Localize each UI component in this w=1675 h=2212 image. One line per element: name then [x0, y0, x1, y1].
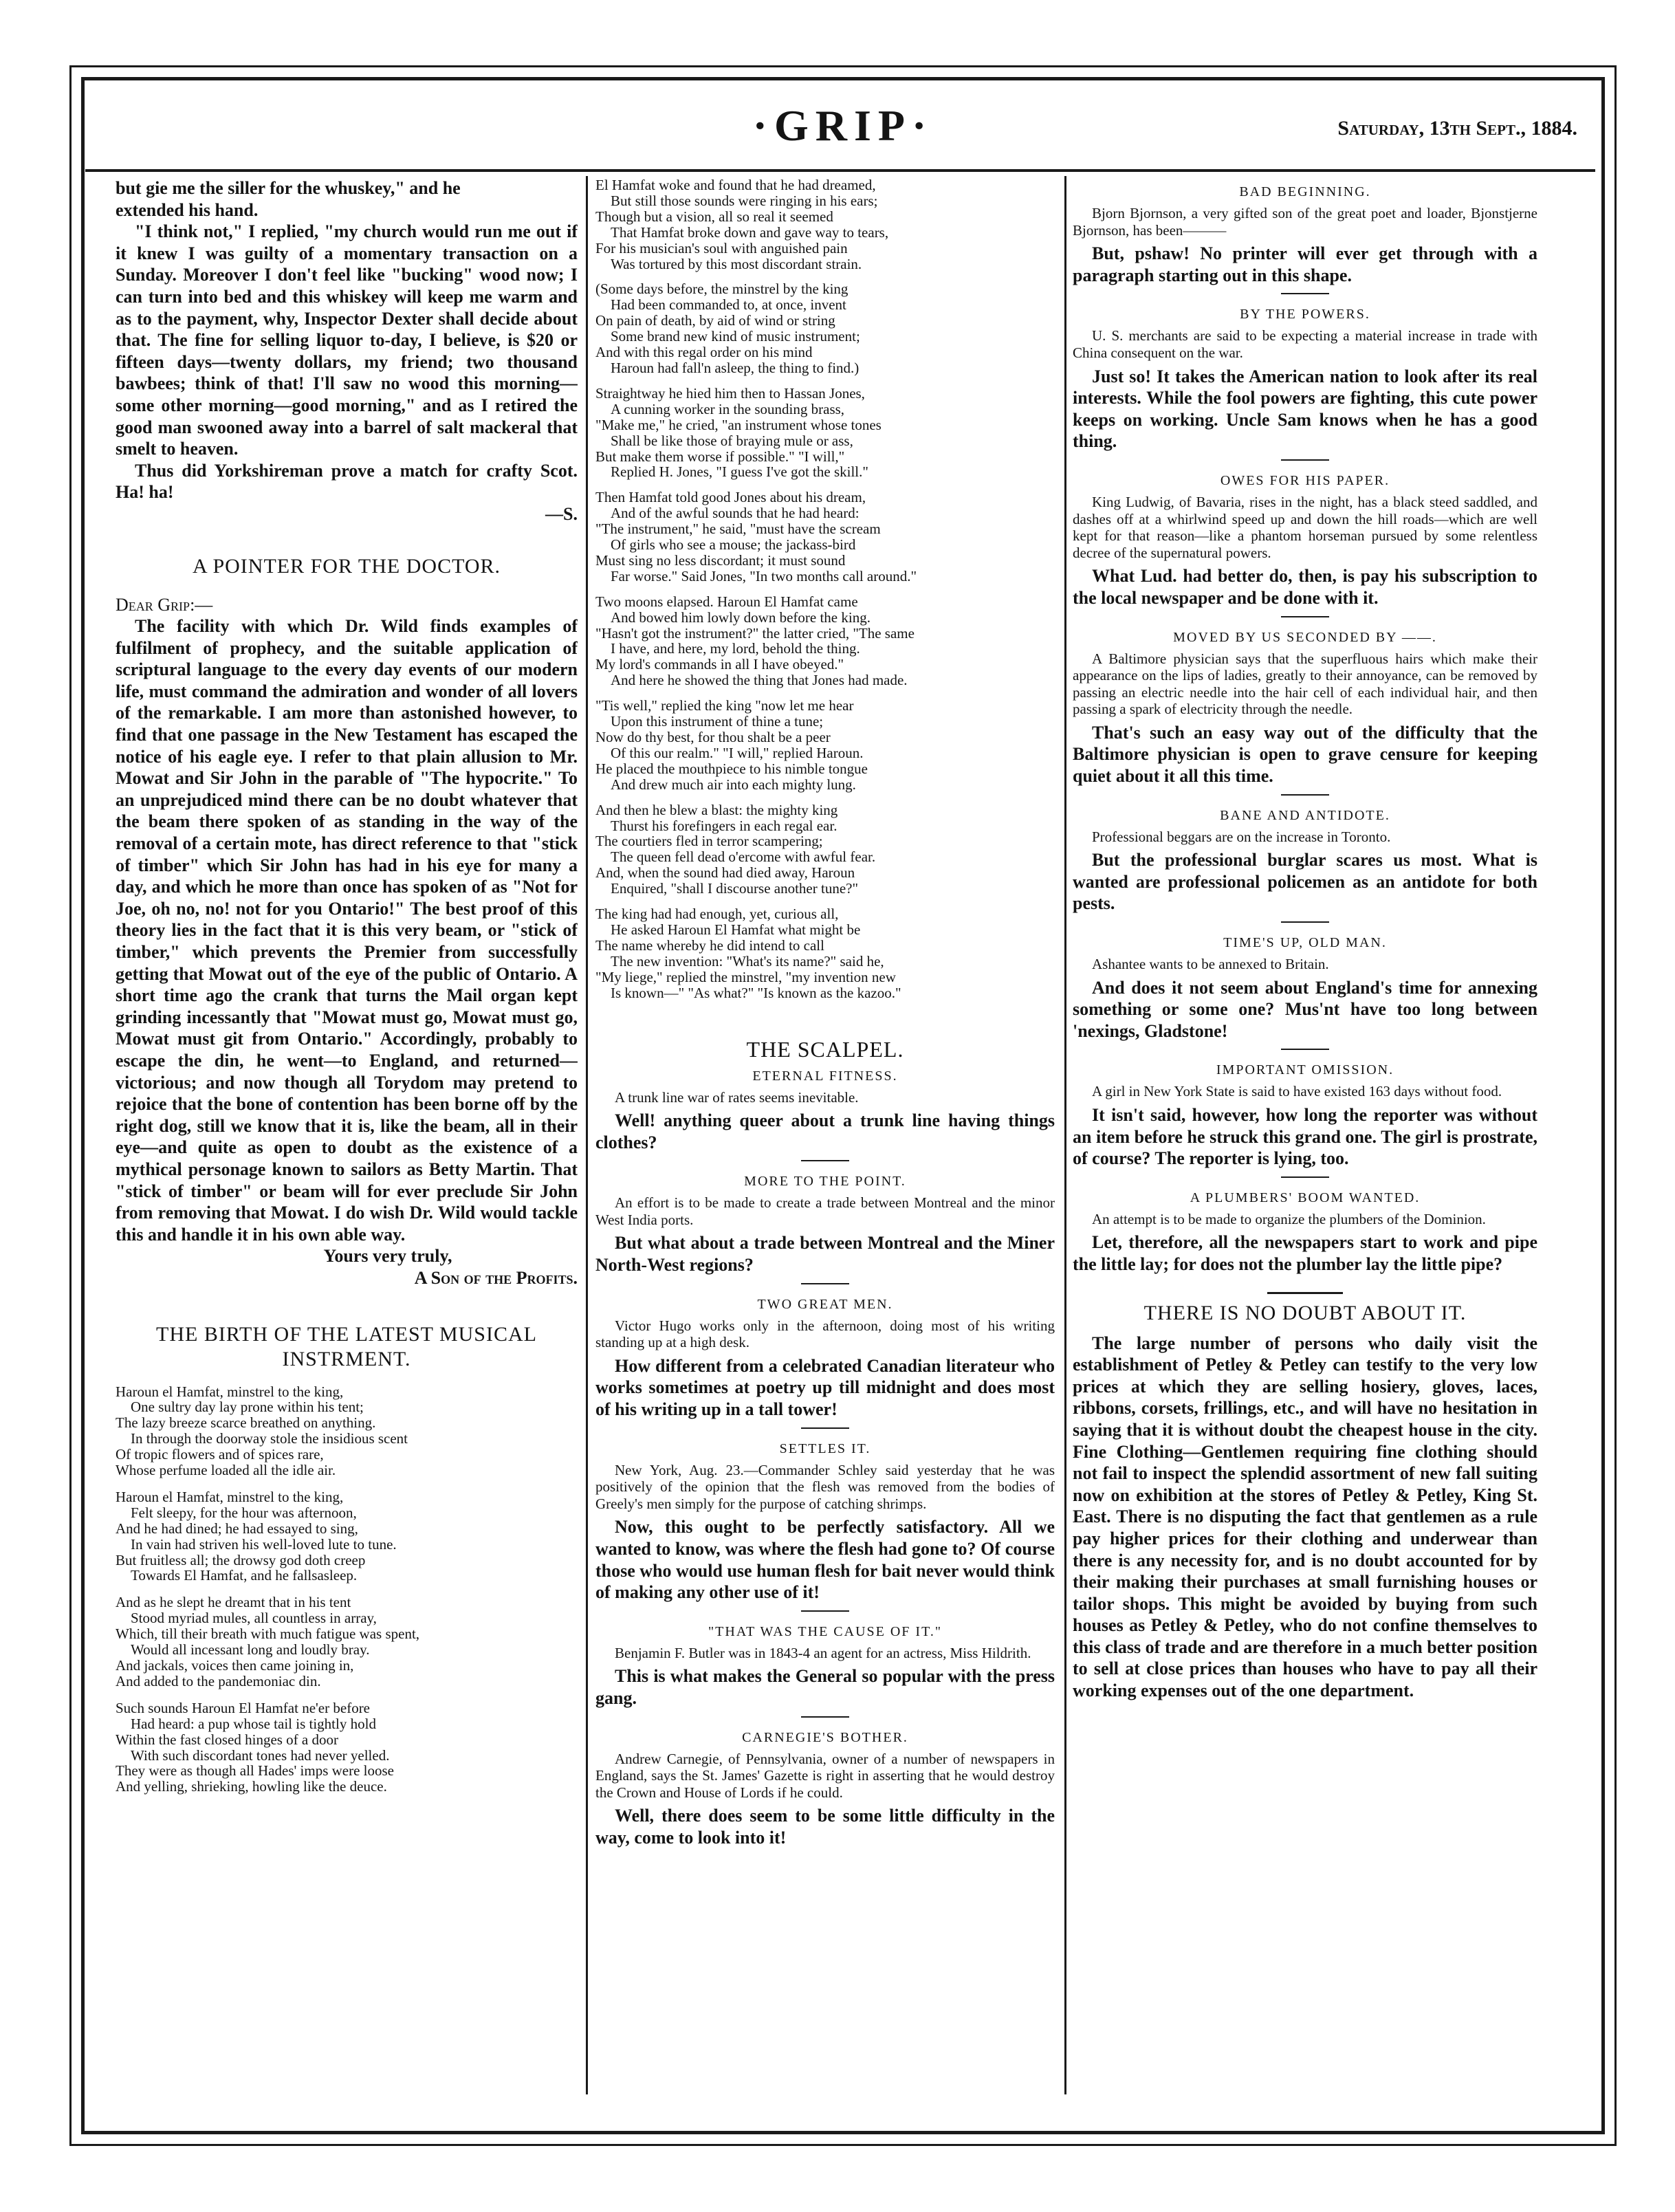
poem-line: Whose perfume loaded all the idle air.: [116, 1462, 336, 1479]
item-news: A girl in New York State is said to have existed 163 days without food.: [1092, 1083, 1502, 1100]
item-comment: But, pshaw! No printer will ever get through with a paragraph starting out in this shape.: [1073, 243, 1537, 285]
poem-line: He placed the mouthpiece to his nimble tongue: [595, 760, 868, 777]
pointer-closing: Yours very truly,: [323, 1246, 452, 1267]
masthead-rule: [85, 169, 1595, 172]
intro-ending: Thus did Yorkshireman prove a match for crafty Scot. Ha! ha!: [116, 460, 578, 503]
poem-line: Would all incessant long and loudly bray.: [131, 1641, 370, 1658]
poem-stanza: [595, 802, 1055, 897]
poem-line: "Make me," he cried, "an instrument whose tones: [595, 416, 882, 433]
item-heading: ETERNAL FITNESS.: [752, 1068, 898, 1084]
poem-line: Such sounds Haroun El Hamfat ne'er before: [116, 1699, 371, 1716]
item-rule: [801, 1160, 849, 1161]
poem-line: Haroun el Hamfat, minstrel to the king,: [116, 1488, 344, 1505]
news-item: [595, 1610, 1055, 1709]
item-news: Ashantee wants to be annexed to Britain.: [1092, 956, 1329, 973]
poem-line: "Tis well," replied the king "now let me hear: [595, 697, 854, 714]
poem-line: Is known—" "As what?" "Is known as the kazoo.": [611, 984, 901, 1001]
poem-stanza: [116, 1595, 578, 1689]
item-news: A trunk line war of rates seems inevitable.: [615, 1088, 859, 1106]
poem-line: Towards El Hamfat, and he fallsasleep.: [131, 1567, 358, 1584]
poem-line: My lord's commands in all I have obeyed.": [595, 656, 844, 673]
ad-heading: THERE IS NO DOUBT ABOUT IT.: [1143, 1301, 1467, 1324]
poem-line: And with this regal order on his mind: [595, 344, 813, 361]
poem-line: Of this our realm." "I will," replied Haroun.: [611, 744, 864, 761]
poem-line: In vain had striven his well-loved lute to tune.: [131, 1535, 397, 1553]
poem-stanza: [595, 490, 1055, 584]
item-rule: [1281, 459, 1329, 461]
poem-line: And here he showed the thing that Jones had made.: [611, 672, 908, 689]
poem-line: And he had dined; he had essayed to sing,: [116, 1520, 358, 1537]
poem-line: The queen fell dead o'ercome with awful fear.: [611, 848, 876, 866]
news-item: [1073, 293, 1537, 452]
item-comment: And does it not seem about England's time for annexing something or some one? Mus'nt have too long between 'nexings, Gladstone!: [1073, 977, 1537, 1041]
poem-stanza: [595, 281, 1055, 375]
poem-line: Had heard: a pup whose tail is tightly hold: [131, 1715, 376, 1732]
poem-line: And drew much air into each mighty lung.: [611, 776, 856, 793]
poem-line: Shall be like those of braying mule or ass,: [611, 432, 853, 449]
poem-line: They were as though all Hades' imps were loose: [116, 1762, 394, 1780]
poem-stanza: [116, 1700, 578, 1795]
poem-line: And jackals, voices then came joining in,: [116, 1657, 354, 1674]
poem-line: The courtiers fled in terror scampering;: [595, 833, 823, 850]
poem-line: But still those sounds were ringing in his ears;: [611, 192, 878, 209]
item-heading: MORE TO THE POINT.: [744, 1174, 906, 1190]
poem-line: Which, till their breath with much fatigue was spent,: [116, 1625, 420, 1643]
item-heading: BANE AND ANTIDOTE.: [1220, 807, 1390, 823]
birth-heading: THE BIRTH OF THE LATEST MUSICAL INSTRMENT.: [156, 1322, 537, 1370]
item-news: An effort is to be made to create a trade between Montreal and the minor West India ports.: [595, 1194, 1055, 1228]
poem-line: Straightway he hied him then to Hassan Jones,: [595, 384, 865, 402]
poem-line: Felt sleepy, for the hour was afternoon,: [131, 1504, 357, 1521]
poem-line: And added to the pandemoniac din.: [116, 1672, 321, 1689]
item-news: Andrew Carnegie, of Pennsylvania, owner of a number of newspapers in England, says the St. James' Gazette is right in asserting that he would destroy the Crown and House of Lords if he could.: [595, 1750, 1055, 1801]
item-comment: That's such an easy way out of the difficulty that the Baltimore physician is open to grave censure for keeping quiet about it all this time.: [1073, 722, 1537, 787]
poem-line: Was tortured by this most discordant strain.: [611, 255, 862, 272]
news-item: [1073, 183, 1537, 286]
item-heading: BY THE POWERS.: [1240, 307, 1370, 322]
item-heading: SETTLES IT.: [779, 1441, 871, 1456]
poem-line: For his musician's soul with anguished pain: [595, 239, 848, 256]
poem-line: Had been commanded to, at once, invent: [611, 296, 846, 314]
masthead-date: Saturday, 13th Sept., 1884.: [1337, 117, 1577, 140]
poem-stanza: [595, 698, 1055, 792]
poem-line: A cunning worker in the sounding brass,: [611, 400, 845, 417]
item-heading: A PLUMBERS' BOOM WANTED.: [1190, 1190, 1421, 1205]
poem-line: On pain of death, by aid of wind or string: [595, 312, 835, 329]
poem-line: Haroun had fall'n asleep, the thing to find.): [611, 359, 860, 376]
masthead: [81, 96, 1605, 162]
poem-line: "Hasn't got the instrument?" the latter cried, "The same: [595, 624, 915, 642]
poem-line: The name whereby he did intend to call: [595, 937, 824, 954]
poem-line: That Hamfat broke down and gave way to tears,: [611, 223, 889, 241]
poem-stanza: [595, 177, 1055, 272]
news-item: [595, 1427, 1055, 1603]
poem-line: The king had had enough, yet, curious all,: [595, 906, 839, 923]
poem-line: Replied H. Jones, "I guess I've got the skill.": [611, 463, 868, 481]
column-3: [1073, 177, 1537, 2082]
item-rule: [801, 1610, 849, 1612]
intro-signature: —S.: [545, 503, 578, 524]
paragraph-items: [1073, 183, 1537, 1275]
poem-line: In through the doorway stole the insidious scent: [131, 1430, 408, 1447]
poem-line: (Some days before, the minstrel by the king: [595, 281, 849, 298]
poem-line: And yelling, shrieking, howling like the deuce.: [116, 1778, 387, 1795]
scalpel-items: [595, 1067, 1055, 1849]
item-rule: [801, 1427, 849, 1429]
column-2: [595, 177, 1055, 2082]
column-1: [116, 177, 578, 2082]
scalpel-heading: THE SCALPEL.: [746, 1036, 904, 1062]
poem-continuation: [595, 177, 1055, 1001]
poem-line: And bowed him lowly down before the king.: [611, 609, 871, 626]
intro-line: but gie me the siller for the whuskey," and he: [116, 178, 461, 198]
poem-line: El Hamfat woke and found that he had dreamed,: [595, 177, 876, 193]
poem-line: "The instrument," he said, "must have the scream: [595, 521, 881, 538]
poem-line: Of tropic flowers and of spices rare,: [116, 1446, 324, 1463]
news-item: [1073, 616, 1537, 787]
poem-stanza: [116, 1489, 578, 1584]
item-heading: IMPORTANT OMISSION.: [1216, 1062, 1394, 1078]
item-news: Bjorn Bjornson, a very gifted son of the great poet and loader, Bjonstjerne Bjornson, has been———: [1073, 205, 1537, 239]
poem-line: The lazy breeze scarce breathed on anything.: [116, 1414, 376, 1432]
item-heading: CARNEGIE'S BOTHER.: [742, 1729, 908, 1745]
column-divider: [586, 176, 588, 2094]
poem-line: He asked Haroun El Hamfat what might be: [611, 921, 861, 938]
item-news: U. S. merchants are said to be expecting a material increase in trade with China consequent on the war.: [1073, 327, 1537, 361]
item-heading: OWES FOR HIS PAPER.: [1220, 472, 1390, 488]
item-heading: "THAT WAS THE CAUSE OF IT.": [708, 1623, 942, 1639]
item-comment: But the professional burglar scares us most. What is wanted are professional policemen as an antidote for both pests.: [1073, 850, 1537, 914]
item-heading: BAD BEGINNING.: [1239, 184, 1371, 199]
poem-line: And of the awful sounds that he had heard:: [611, 505, 860, 522]
item-rule: [1281, 293, 1329, 294]
poem-line: I have, and here, my lord, behold the thing.: [611, 640, 860, 657]
poem-stanza: [595, 594, 1055, 688]
item-news: Victor Hugo works only in the afternoon, doing most of his writing standing up at a high desk.: [595, 1317, 1055, 1351]
poem-stanza: [595, 386, 1055, 480]
pointer-heading: A POINTER FOR THE DOCTOR.: [192, 554, 501, 578]
poem-stanza: [595, 906, 1055, 1000]
pointer-salutation: Dear Grip:—: [116, 594, 213, 615]
pointer-body: The facility with which Dr. Wild finds examples of fulfilment of prophecy, and the suitable application of scriptural language to the every day events of our modern life, must command the admiration and wonder of all lovers of the remarkable. I am more than astonished however, to find that one passage in the New Testament has escaped the notice of his eagle eye. I refer to that plain allusion to Mr. Mowat and Sir John in the parable of "The hypocrite." To an unprejudiced mind there can be no doubt whatever that the beam there spoken of as standing in the way of the removal of a certain mote, has direct reference to that "stick of timber" which Sir John has had in his eye for many a day, and which he more than once has spoken of as "Not for Joe, oh no, no! not for you Ontario!" The best proof of this theory lies in the fact that it is this very beam, or "stick of timber," which prevents the Premier from successfully getting that Mowat out of the eye of the public of Ontario. A short time ago the crank that turns the Mail organ kept grinding incessantly that "Mowat must go, Mowat must go, Mowat must git from Ontario." Accordingly, probably to escape the din, he went—to England, and returned—victorious; and now though all Torydom may pretend to rejoice that the bone of contention has been borne off by the right dog, still we know that it is, like the beam, all in their eye—and quite as open to doubt as the existence of a mythical personage known to sailors as Betty Martin. That "stick of timber" or beam will for ever preclude Sir John from removing that Mowat. I do wish Dr. Wild would tackle this and handle it in his own able way.: [116, 616, 578, 1245]
poem-line: Stood myriad mules, all countless in array,: [131, 1610, 377, 1627]
poem-line: Upon this instrument of thine a tune;: [611, 713, 824, 730]
poem-line: And, when the sound had died away, Haroun: [595, 864, 855, 881]
poem-line: But make them worse if possible." "I will,": [595, 448, 845, 465]
item-comment: This is what makes the General so popular with the press gang.: [595, 1666, 1055, 1708]
item-news: Professional beggars are on the increase in Toronto.: [1092, 828, 1391, 845]
item-news: A Baltimore physician says that the superfluous hairs which make their appearance on the lips of ladies, greatly to their annoyance, can be removed by passing an electric needle into the hair cell of each individual hair, and then passing a spark of electricity through the needle.: [1073, 650, 1537, 718]
news-item: [1073, 459, 1537, 609]
poem-line: Far worse." Said Jones, "In two months call around.": [611, 567, 917, 584]
poem-line: Haroun el Hamfat, minstrel to the king,: [116, 1383, 344, 1400]
item-comment: How different from a celebrated Canadian literateur who works sometimes at poetry up till midnight and does most of his writing up in a tall tower!: [595, 1355, 1055, 1420]
poem-line: But fruitless all; the drowsy god doth creep: [116, 1551, 366, 1568]
item-rule: [1281, 616, 1329, 617]
poem-line: Within the fast closed hinges of a door: [116, 1731, 338, 1748]
news-item: [1073, 794, 1537, 915]
item-comment: Now, this ought to be perfectly satisfactory. All we wanted to know, was where the flesh had gone to? Of course those who would use human flesh for bait never would think of making any other use of it!: [595, 1517, 1055, 1603]
poem-line: And then he blew a blast: the mighty king: [595, 801, 838, 818]
news-item: [1073, 1049, 1537, 1169]
item-comment: What Lud. had better do, then, is pay his subscription to the local newspaper and be done with it.: [1073, 566, 1537, 608]
masthead-title: ·GRIP·: [752, 101, 934, 150]
item-news: King Ludwig, of Bavaria, rises in the night, has a black steed saddled, and dashes off at a whirlwind speed up and down the hill roads—which are well kept for that reason—like a phantom horseman pursued by some relentless decree of the supernatural powers.: [1073, 493, 1537, 561]
news-item: [595, 1716, 1055, 1849]
news-item: [595, 1283, 1055, 1421]
poem-line: Though but a vision, all so real it seemed: [595, 208, 833, 225]
poem-line: "My liege," replied the minstrel, "my invention new: [595, 968, 896, 985]
item-comment: Let, therefore, all the newspapers start to work and pipe the little lay; for does not the plumber lay the little pipe?: [1073, 1232, 1537, 1274]
column-divider: [1064, 176, 1066, 2094]
poem-line: Two moons elapsed. Haroun El Hamfat came: [595, 593, 858, 610]
news-item: [1073, 1176, 1537, 1275]
item-rule: [1281, 921, 1329, 923]
poem-stanza: [116, 1384, 578, 1478]
item-rule: [1281, 1049, 1329, 1050]
item-rule: [1281, 794, 1329, 796]
poem-line: Of girls who see a mouse; the jackass-bird: [611, 536, 856, 554]
item-rule: [801, 1716, 849, 1718]
item-comment: Well, there does seem to be some little difficulty in the way, come to look into it!: [595, 1806, 1055, 1848]
item-rule: [1281, 1176, 1329, 1178]
news-item: [1073, 921, 1537, 1042]
poem-line: And as he slept he dreamt that in his tent: [116, 1594, 351, 1611]
item-heading: MOVED BY US SECONDED BY ——.: [1173, 629, 1437, 645]
item-news: An attempt is to be made to organize the plumbers of the Dominion.: [1092, 1210, 1486, 1227]
news-item: [595, 1067, 1055, 1154]
item-rule: [801, 1283, 849, 1284]
item-comment: Well! anything queer about a trunk line having things clothes?: [595, 1110, 1055, 1152]
poem-line: The new invention: "What's its name?" said he,: [611, 952, 884, 970]
intro-line: extended his hand.: [116, 199, 259, 220]
item-news: New York, Aug. 23.—Commander Schley said yesterday that he was positively of the opinion that the flesh was removed from the bodies of Greely's men simply for the purpose of catching shrimps.: [595, 1461, 1055, 1512]
pointer-signature: A Son of the Profits.: [414, 1267, 578, 1288]
item-heading: TWO GREAT MEN.: [757, 1296, 893, 1312]
poem-line: Thurst his forefingers in each regal ear.: [611, 817, 838, 834]
ad-body: The large number of persons who daily visit the establishment of Petley & Petley can testify to the very low prices at which they are selling hosiery, gloves, laces, ribbons, corsets, frillings, etc., and will have no hesitation in saying that it is without doubt the cheapest house in the city. Fine Clothing—Gentlemen requiring fine clothing should not fail to inspect the splendid assortment of new fall suiting now on exhibition at the stores of Petley & Petley, King St. East. There is no disputing the fact that gentlemen as a rule pay higher prices for their clothing and underwear than there is any necessity for, and is no doubt accounted for by their making their purchases at small furnishing houses or tailor shops. This might be avoided by buying from such houses as Petley & Petley, who do not confine themselves to this class of trade and are therefore in a much better position to sell at close prices than houses who have to pay all their working expenses out of the one department.: [1073, 1333, 1537, 1701]
poem-line: Must sing no less discordant; it must sound: [595, 551, 846, 569]
item-comment: But what about a trade between Montreal and the Miner North-West regions?: [595, 1233, 1055, 1275]
poem-line: Then Hamfat told good Jones about his dream,: [595, 489, 866, 506]
item-comment: Just so! It takes the American nation to look after its real interests. While the fool powers are fighting, this cute power keeps on working. Uncle Sam knows when he has a good thing.: [1073, 366, 1537, 452]
poem-line: Now do thy best, for thou shalt be a peer: [595, 729, 831, 745]
poem-line: With such discordant tones had never yelled.: [131, 1746, 390, 1764]
poem-line: Enquired, "shall I discourse another tune?": [611, 880, 859, 897]
intro-paragraph: "I think not," I replied, "my church would run me out if it knew I was guilty of a momentary transaction on a Sunday. Moreover I don't feel like "bucking" wood now; I can turn into bed and this whiskey will keep me warm and as to the payment, why, Inspector Dexter shall decide about that. The fine for selling liquor to-day, I believe, is $20 or fifteen days—twenty dollars, my friend; two thousand bawbees; think of that! I'll saw no wood this morning—some other morning—good morning," and as I retired the good man swooned away into a barrel of salt mackeral that smelt to heaven.: [116, 221, 578, 459]
poem-line: Some brand new kind of music instrument;: [611, 328, 860, 345]
item-news: Benjamin F. Butler was in 1843-4 an agent for an actress, Miss Hildrith.: [615, 1644, 1031, 1661]
news-item: [595, 1160, 1055, 1275]
poem-line: One sultry day lay prone within his tent;: [131, 1399, 364, 1416]
item-heading: TIME'S UP, OLD MAN.: [1223, 935, 1387, 951]
item-comment: It isn't said, however, how long the reporter was without an item before he struck this grand one. The girl is prostrate, of course? The reporter is lying, too.: [1073, 1105, 1537, 1169]
